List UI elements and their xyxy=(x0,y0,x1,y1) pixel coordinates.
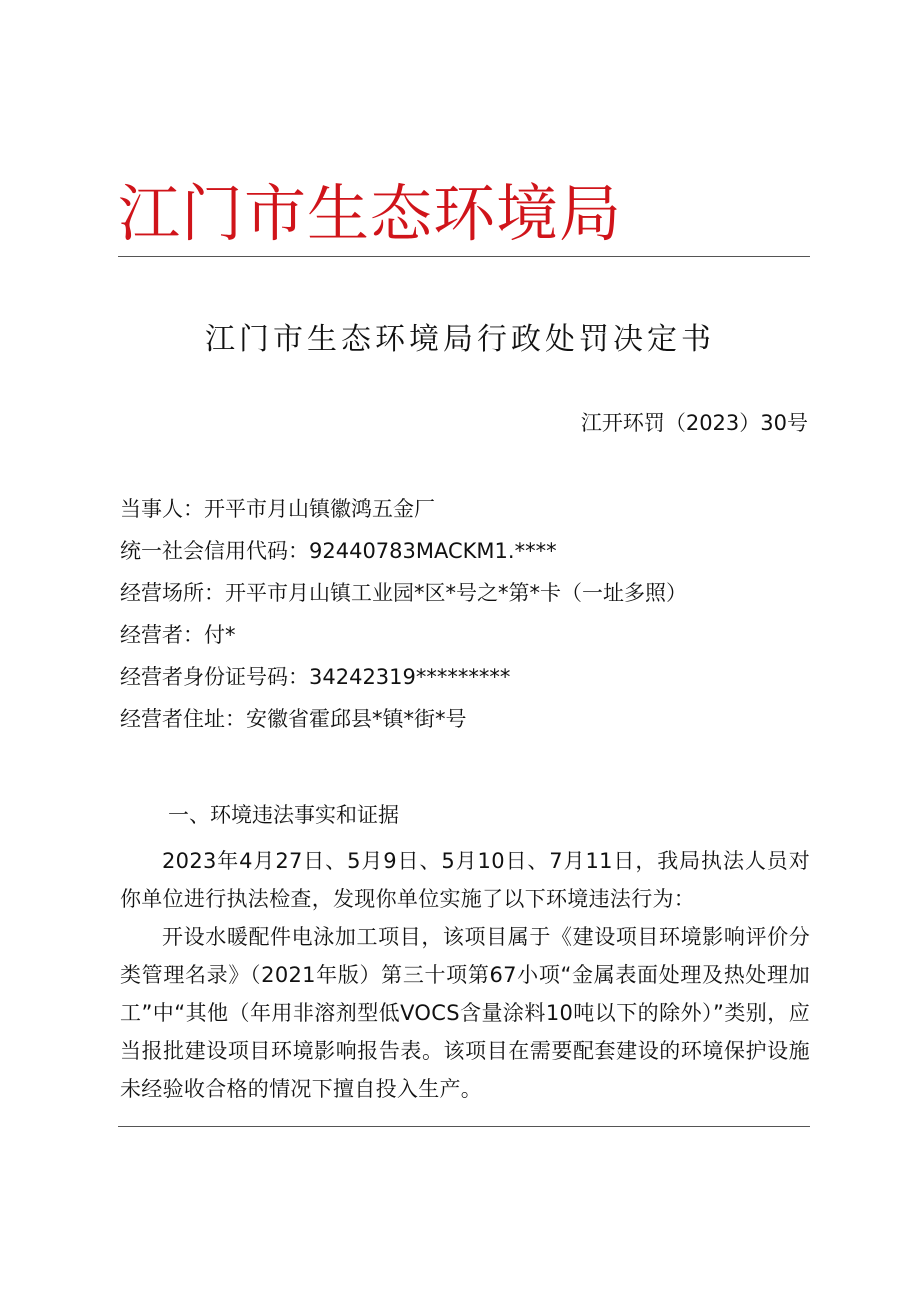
operator-name: 经营者：付* xyxy=(120,623,236,647)
document-number: 江开环罚（2023）30号 xyxy=(580,411,808,435)
business-address: 经营场所：开平市月山镇工业园*区*号之*第*卡（一址多照） xyxy=(120,581,687,605)
footer-divider xyxy=(118,1126,810,1127)
section-heading-facts: 一、环境违法事实和证据 xyxy=(168,803,399,827)
document-title: 江门市生态环境局行政处罚决定书 xyxy=(205,322,715,357)
paragraph-violation: 开设水暖配件电泳加工项目，该项目属于《建设项目环境影响评价分类管理名录》（2021年版）第三十项第67小项“金属表面处理及热处理加工”中“其他（年用非溶剂型低VOCS含量涂料10吨以下的除外）”类别，应当报批建设项目环境影响报告表。该项目在需要配套建设的环境保护设施未经验收合格的情况下擅自投入生产。 xyxy=(120,925,810,1101)
paragraph-inspection: 2023年4月27日、5月9日、5月10日、7月11日，我局执法人员对你单位进行执法检查，发现你单位实施了以下环境违法行为： xyxy=(120,849,810,911)
operator-residence: 经营者住址：安徽省霍邱县*镇*街*号 xyxy=(120,707,467,731)
operator-id-number: 经营者身份证号码：34242319********* xyxy=(120,665,511,689)
header-divider xyxy=(118,256,810,257)
credit-code: 统一社会信用代码：92440783MACKM1.**** xyxy=(120,539,557,563)
party-name: 当事人：开平市月山镇徽鸿五金厂 xyxy=(120,497,435,521)
agency-masthead: 江门市生态环境局 xyxy=(118,177,623,250)
section-body xyxy=(120,842,810,1108)
party-info xyxy=(120,488,810,740)
